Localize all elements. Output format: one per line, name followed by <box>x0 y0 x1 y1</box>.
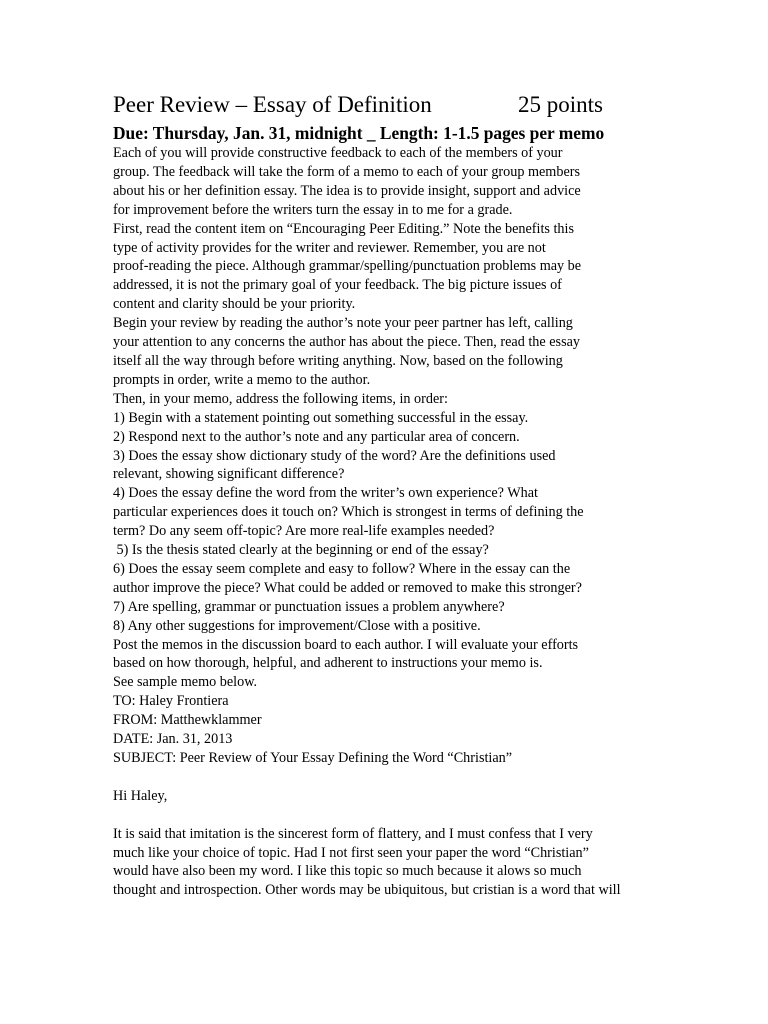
document-title: Peer Review – Essay of Definition <box>113 92 432 117</box>
list-item: relevant, showing significant difference? <box>113 466 345 483</box>
body-line: See sample memo below. <box>113 674 258 691</box>
instructions-body <box>113 144 658 692</box>
list-item: author improve the piece? What could be added or removed to make this stronger? <box>113 579 582 596</box>
list-item: 8) Any other suggestions for improvement/Close with a positive. <box>113 617 481 634</box>
body-line: proof-reading the piece. Although grammar/spelling/punctuation problems may be <box>113 258 582 275</box>
body-line: Post the memos in the discussion board to each author. I will evaluate your efforts <box>113 636 579 653</box>
body-line: First, read the content item on “Encouraging Peer Editing.” Note the benefits this <box>113 220 574 237</box>
letter-greeting: Hi Haley, <box>113 787 168 804</box>
body-line: your attention to any concerns the author has about the piece. Then, read the essay <box>113 334 580 351</box>
body-line: prompts in order, write a memo to the author. <box>113 371 371 388</box>
memo-letter <box>113 787 658 900</box>
list-item: 1) Begin with a statement pointing out something successful in the essay. <box>113 409 529 426</box>
body-line: itself all the way through before writing anything. Now, based on the following <box>113 352 563 369</box>
body-line: Then, in your memo, address the following items, in order: <box>113 390 448 407</box>
memo-from: FROM: Matthewklammer <box>113 712 262 729</box>
body-line: addressed, it is not the primary goal of your feedback. The big picture issues of <box>113 277 562 294</box>
list-item: 7) Are spelling, grammar or punctuation issues a problem anywhere? <box>113 598 505 615</box>
body-line: Begin your review by reading the author’s note your peer partner has left, calling <box>113 315 573 332</box>
letter-line: thought and introspection. Other words may be ubiquitous, but cristian is a word that will <box>113 882 621 899</box>
body-line: content and clarity should be your priority. <box>113 296 356 313</box>
body-line: for improvement before the writers turn the essay in to me for a grade. <box>113 201 513 218</box>
memo-date: DATE: Jan. 31, 2013 <box>113 731 233 748</box>
list-item: particular experiences does it touch on? Which is strongest in terms of defining the <box>113 504 584 521</box>
due-date-line: Due: Thursday, Jan. 31, midnight _ Length: 1-1.5 pages per memo <box>113 123 605 143</box>
body-line: Each of you will provide constructive feedback to each of the members of your <box>113 145 563 161</box>
document-title-row <box>113 90 658 120</box>
list-item: term? Do any seem off-topic? Are more real-life examples needed? <box>113 523 495 540</box>
memo-header <box>113 692 658 768</box>
body-line: about his or her definition essay. The idea is to provide insight, support and advice <box>113 182 581 199</box>
points-value: 25 points <box>518 92 603 117</box>
list-item: 6) Does the essay seem complete and easy to follow? Where in the essay can the <box>113 560 571 577</box>
body-line: type of activity provides for the writer and reviewer. Remember, you are not <box>113 239 546 256</box>
list-item: 2) Respond next to the author’s note and any particular area of concern. <box>113 428 520 445</box>
letter-line: much like your choice of topic. Had I not first seen your paper the word “Christian” <box>113 844 589 861</box>
letter-line: It is said that imitation is the sincerest form of flattery, and I must confess that I very <box>113 825 593 842</box>
body-line: based on how thorough, helpful, and adherent to instructions your memo is. <box>113 655 543 672</box>
memo-subject: SUBJECT: Peer Review of Your Essay Defining the Word “Christian” <box>113 750 513 766</box>
letter-line: would have also been my word. I like this topic so much because it alows so much <box>113 863 582 880</box>
body-line: group. The feedback will take the form of a memo to each of your group members <box>113 163 580 180</box>
list-item: 4) Does the essay define the word from the writer’s own experience? What <box>113 485 538 502</box>
document-page <box>113 90 658 900</box>
list-item: 5) Is the thesis stated clearly at the beginning or end of the essay? <box>113 542 489 559</box>
memo-to: TO: Haley Frontiera <box>113 693 229 710</box>
list-item: 3) Does the essay show dictionary study of the word? Are the definitions used <box>113 447 556 464</box>
